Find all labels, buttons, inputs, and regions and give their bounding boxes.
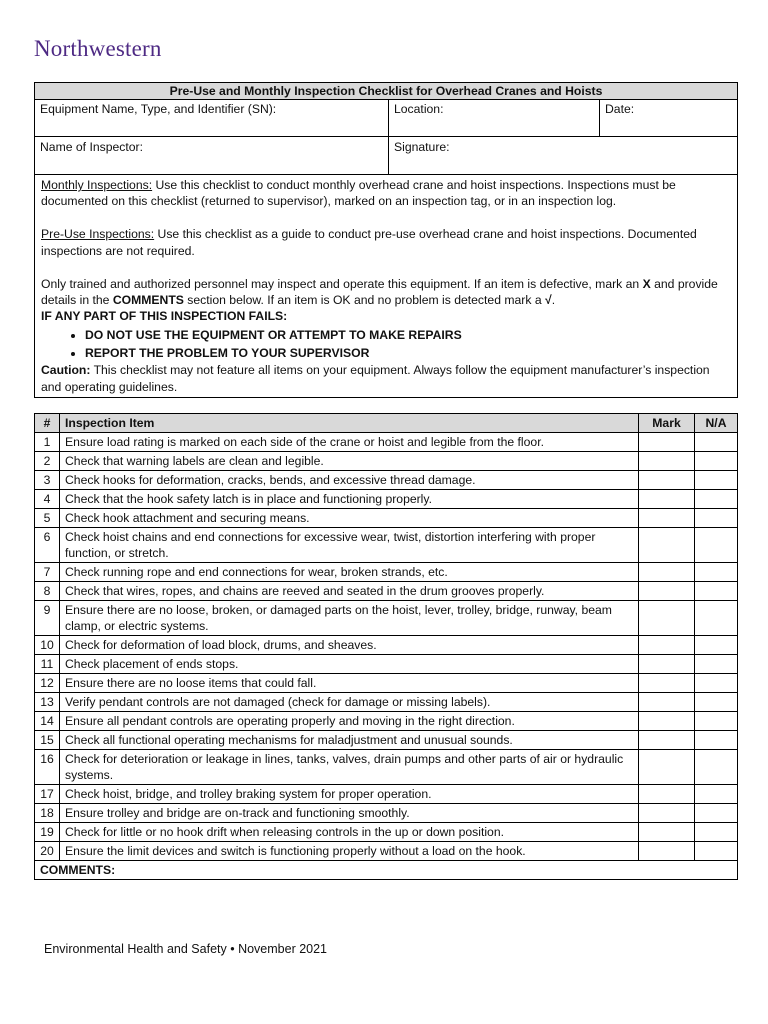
col-header-mark: Mark [639, 414, 695, 433]
table-row [35, 712, 738, 731]
trained-text: Only trained and authorized personnel may inspect and operate this equipment. If an item is defective, mark an [41, 276, 643, 291]
mark-cell[interactable] [639, 601, 695, 636]
na-cell[interactable] [695, 471, 738, 490]
inspection-items-table [34, 413, 738, 880]
item-text: Ensure the limit devices and switch is functioning properly without a load on the hook. [60, 842, 639, 861]
preuse-paragraph [41, 226, 731, 258]
mark-check: √ [545, 293, 552, 308]
item-text: Verify pendant controls are not damaged (check for damage or missing labels). [60, 693, 639, 712]
mark-cell[interactable] [639, 674, 695, 693]
table-row [35, 509, 738, 528]
item-number: 9 [35, 601, 60, 636]
item-number: 17 [35, 785, 60, 804]
northwestern-logo: Northwestern [34, 36, 162, 61]
col-header-num: # [35, 414, 60, 433]
item-text: Check hoist chains and end connections for excessive wear, twist, distortion interfering with proper function, or stretch. [60, 528, 639, 563]
item-number: 16 [35, 750, 60, 785]
trained-text: section below. If an item is OK and no problem is detected mark a [183, 293, 545, 308]
item-number: 5 [35, 509, 60, 528]
mark-cell[interactable] [639, 636, 695, 655]
fails-list [41, 326, 731, 362]
table-row [35, 471, 738, 490]
table-row [35, 601, 738, 636]
item-text: Ensure there are no loose, broken, or damaged parts on the hoist, lever, trolley, bridge, runway, beam clamp, or electric systems. [60, 601, 639, 636]
inspector-name-field[interactable]: Name of Inspector: [35, 137, 389, 175]
col-header-na: N/A [695, 414, 738, 433]
item-number: 14 [35, 712, 60, 731]
caution-heading: Caution: [41, 363, 91, 378]
mark-cell[interactable] [639, 582, 695, 601]
table-row [35, 785, 738, 804]
item-number: 7 [35, 563, 60, 582]
item-number: 3 [35, 471, 60, 490]
item-text: Ensure all pendant controls are operating properly and moving in the right direction. [60, 712, 639, 731]
monthly-text: Use this checklist to conduct monthly overhead crane and hoist inspections. Inspections must be documented on this checklist (returned to supervisor), marked on an inspection tag, or in an inspection log. [41, 178, 676, 209]
table-row [35, 842, 738, 861]
item-number: 10 [35, 636, 60, 655]
table-row [35, 582, 738, 601]
na-cell[interactable] [695, 601, 738, 636]
mark-cell[interactable] [639, 785, 695, 804]
monthly-heading: Monthly Inspections: [41, 178, 153, 192]
na-cell[interactable] [695, 693, 738, 712]
table-row [35, 655, 738, 674]
item-text: Check that warning labels are clean and legible. [60, 452, 639, 471]
mark-cell[interactable] [639, 842, 695, 861]
mark-cell[interactable] [639, 693, 695, 712]
item-number: 18 [35, 804, 60, 823]
trained-text: . [551, 293, 556, 308]
fails-bullet: • DO NOT USE THE EQUIPMENT OR ATTEMPT TO MAKE REPAIRS [85, 326, 731, 344]
item-text: Check that the hook safety latch is in place and functioning properly. [60, 490, 639, 509]
table-row [35, 433, 738, 452]
item-number: 11 [35, 655, 60, 674]
table-row [35, 804, 738, 823]
date-field[interactable]: Date: [600, 100, 738, 137]
table-row [35, 452, 738, 471]
item-number: 12 [35, 674, 60, 693]
item-text: Check hoist, bridge, and trolley braking system for proper operation. [60, 785, 639, 804]
item-number: 6 [35, 528, 60, 563]
trained-paragraph [41, 276, 731, 308]
mark-cell[interactable] [639, 471, 695, 490]
item-number: 20 [35, 842, 60, 861]
item-number: 8 [35, 582, 60, 601]
item-text: Ensure load rating is marked on each side of the crane or hoist and legible from the floor. [60, 433, 639, 452]
na-cell[interactable] [695, 785, 738, 804]
item-text: Check running rope and end connections for wear, broken strands, etc. [60, 563, 639, 582]
item-number: 15 [35, 731, 60, 750]
na-cell[interactable] [695, 712, 738, 731]
fails-bullet: • REPORT THE PROBLEM TO YOUR SUPERVISOR [85, 344, 731, 362]
item-text: Check placement of ends stops. [60, 655, 639, 674]
item-number: 4 [35, 490, 60, 509]
table-row [35, 823, 738, 842]
form-title: Pre-Use and Monthly Inspection Checklist for Overhead Cranes and Hoists [35, 83, 738, 100]
table-row [35, 490, 738, 509]
caution-paragraph [41, 362, 731, 394]
na-cell[interactable] [695, 750, 738, 785]
monthly-paragraph [41, 177, 731, 209]
table-row [35, 750, 738, 785]
table-row [35, 674, 738, 693]
table-row [35, 731, 738, 750]
mark-cell[interactable] [639, 509, 695, 528]
fails-heading: IF ANY PART OF THIS INSPECTION FAILS: [41, 309, 288, 324]
na-cell[interactable] [695, 636, 738, 655]
na-cell[interactable] [695, 842, 738, 861]
na-cell[interactable] [695, 674, 738, 693]
na-cell[interactable] [695, 452, 738, 471]
item-text: Check hook attachment and securing means. [60, 509, 639, 528]
item-text: Ensure trolley and bridge are on-track and functioning smoothly. [60, 804, 639, 823]
item-number: 13 [35, 693, 60, 712]
footer-text: Environmental Health and Safety • November 2021 [44, 942, 328, 956]
preuse-text: Use this checklist as a guide to conduct pre-use overhead crane and hoist inspections. Documented inspections are not required. [41, 227, 697, 258]
table-row [35, 528, 738, 563]
na-cell[interactable] [695, 433, 738, 452]
item-text: Check for little or no hook drift when releasing controls in the up or down position. [60, 823, 639, 842]
mark-cell[interactable] [639, 490, 695, 509]
item-number: 19 [35, 823, 60, 842]
item-text: Check that wires, ropes, and chains are reeved and seated in the drum grooves properly. [60, 582, 639, 601]
item-number: 1 [35, 433, 60, 452]
trained-text: and provide details in the [41, 276, 718, 308]
signature-field[interactable]: Signature: [389, 137, 738, 175]
item-text: Check hooks for deformation, cracks, bends, and excessive thread damage. [60, 471, 639, 490]
table-row [35, 563, 738, 582]
comments-field[interactable]: COMMENTS: [35, 861, 738, 880]
mark-cell[interactable] [639, 655, 695, 674]
na-cell[interactable] [695, 804, 738, 823]
comments-word: COMMENTS [112, 293, 184, 308]
table-row [35, 693, 738, 712]
item-text: Check all functional operating mechanisms for maladjustment and unusual sounds. [60, 731, 639, 750]
location-field[interactable]: Location: [389, 100, 600, 137]
instructions-block [35, 175, 738, 398]
na-cell[interactable] [695, 490, 738, 509]
na-cell[interactable] [695, 582, 738, 601]
na-cell[interactable] [695, 509, 738, 528]
na-cell[interactable] [695, 655, 738, 674]
na-cell[interactable] [695, 731, 738, 750]
mark-cell[interactable] [639, 452, 695, 471]
caution-text: This checklist may not feature all items on your equipment. Always follow the equipment manufacturer’s inspection and operating guidelines. [41, 363, 710, 394]
preuse-heading: Pre-Use Inspections: [41, 227, 155, 242]
table-row [35, 636, 738, 655]
mark-cell[interactable] [639, 823, 695, 842]
mark-x: X [642, 276, 651, 291]
mark-cell[interactable] [639, 731, 695, 750]
mark-cell[interactable] [639, 433, 695, 452]
na-cell[interactable] [695, 823, 738, 842]
form-header-table [34, 82, 738, 398]
item-text: Ensure there are no loose items that could fall. [60, 674, 639, 693]
mark-cell[interactable] [639, 712, 695, 731]
mark-cell[interactable] [639, 563, 695, 582]
item-number: 2 [35, 452, 60, 471]
col-header-item: Inspection Item [60, 414, 639, 433]
mark-cell[interactable] [639, 750, 695, 785]
mark-cell[interactable] [639, 528, 695, 563]
na-cell[interactable] [695, 528, 738, 563]
equipment-field[interactable]: Equipment Name, Type, and Identifier (SN): [35, 100, 389, 137]
na-cell[interactable] [695, 563, 738, 582]
item-text: Check for deformation of load block, drums, and sheaves. [60, 636, 639, 655]
item-text: Check for deterioration or leakage in lines, tanks, valves, drain pumps and other parts of air or hydraulic systems. [60, 750, 639, 785]
mark-cell[interactable] [639, 804, 695, 823]
